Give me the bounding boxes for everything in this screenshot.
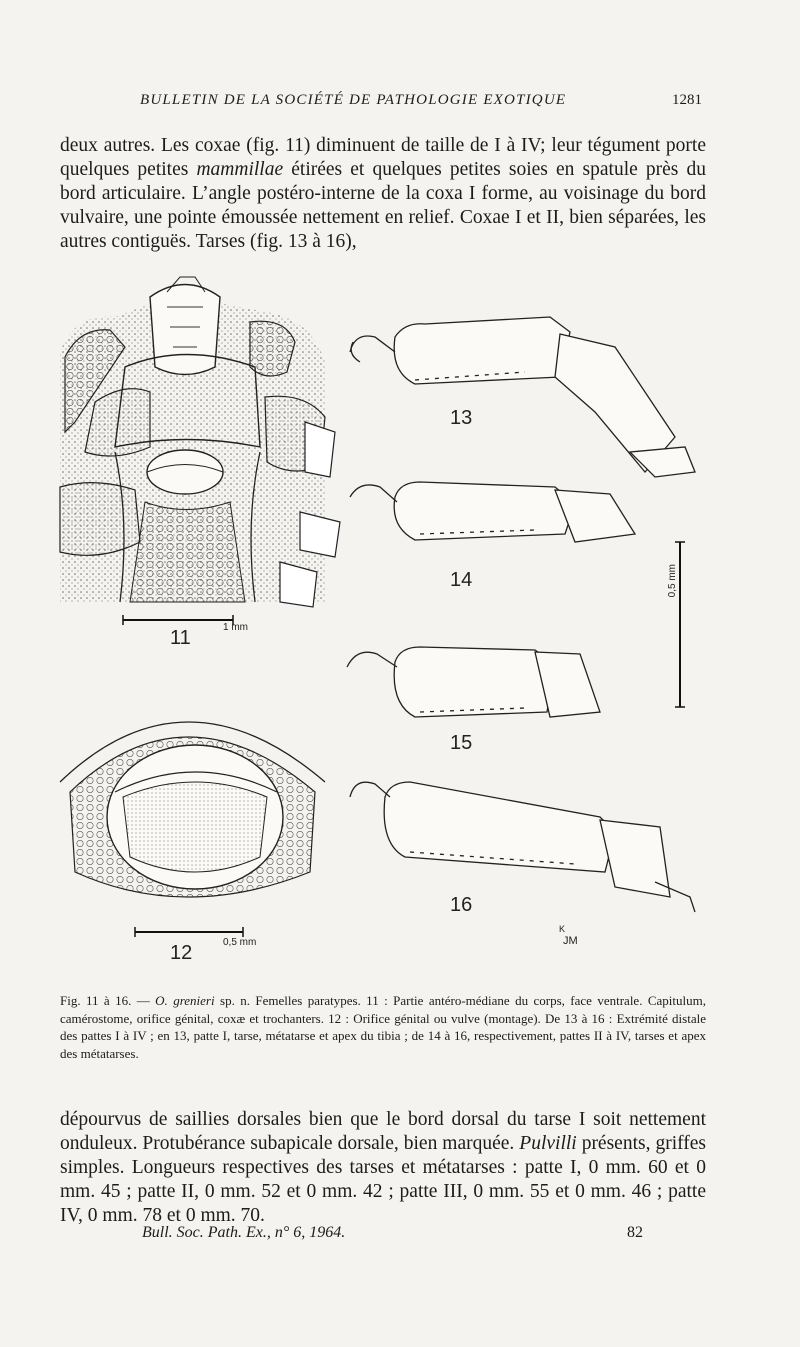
italic-term: mammillae bbox=[196, 159, 284, 180]
signature-k: K bbox=[559, 924, 566, 934]
fig11-drawing bbox=[60, 277, 340, 625]
fig11-label: 11 bbox=[170, 627, 191, 649]
artist-signature: JM bbox=[563, 935, 578, 947]
sheet-number: 82 bbox=[627, 1224, 643, 1241]
body-paragraph-bottom bbox=[60, 1108, 706, 1228]
fig13-label: 13 bbox=[450, 407, 473, 429]
figure-drawing bbox=[55, 272, 715, 972]
fig15-label: 15 bbox=[450, 732, 473, 754]
body-paragraph-top bbox=[60, 134, 706, 254]
fig16-label: 16 bbox=[450, 894, 473, 916]
text-run: deux autres. Les coxae (fig. 11) diminuent de taille de I à IV; leur tégument porte quelques petites bbox=[60, 135, 706, 180]
caption-text: sp. n. Femelles paratypes. 11 : Partie antéro-médiane du corps, face ventrale. Capitulum, camérostome, orifice génital, coxæ et trochanters. 12 : Orifice génital ou vulve (montage). De 13 à 16 : Extrémité distale des pattes I à IV ; en 13, patte I, tarse, métatarse et apex du tibia ; de 14 à 16, respectivement, pattes II à IV, tarses et apex des métatarses. bbox=[60, 993, 706, 1061]
fig11-scale-label: 1 mm bbox=[223, 622, 248, 633]
legs-scale-label: 0,5 mm bbox=[667, 564, 678, 598]
text-run: étirées et quelques petites soies en spatule près du bord articulaire. L’angle postéro-interne de la coxa I forme, au voisinage du bord vulvaire, une pointe émoussée nettement en relief. Coxae I et II, bien séparées, les autres contiguës. Tarses (fig. 13 à 16), bbox=[60, 159, 706, 252]
italic-term: Pulvilli bbox=[519, 1133, 577, 1154]
text-run: dépourvus de saillies dorsales bien que le bord dorsal du tarse I soit nettement onduleux. Protubérance subapicale dorsale, bien marquée. bbox=[60, 1109, 706, 1154]
text-run: présents, griffes simples. Longueurs respectives des tarses et métatarses : patte I, 0 mm. 60 et 0 mm. 45 ; patte II, 0 mm. 52 et 0 mm. 42 ; patte III, 0 mm. 55 et 0 mm. 46 ; patte IV, 0 mm. 78 et 0 mm. 70. bbox=[60, 1133, 706, 1226]
fig14-label: 14 bbox=[450, 569, 473, 591]
figure-plate bbox=[55, 272, 715, 972]
fig15-drawing bbox=[347, 647, 600, 717]
caption-species: O. grenieri bbox=[155, 993, 215, 1008]
figure-caption bbox=[60, 992, 706, 1062]
page-number: 1281 bbox=[672, 92, 702, 108]
fig12-drawing bbox=[60, 722, 325, 937]
fig14-drawing bbox=[350, 482, 635, 542]
journal-reference: Bull. Soc. Path. Ex., n° 6, 1964. bbox=[142, 1224, 346, 1241]
fig12-scale-label: 0,5 mm bbox=[223, 937, 257, 948]
running-head: BULLETIN DE LA SOCIÉTÉ DE PATHOLOGIE EXOTIQUE bbox=[140, 92, 567, 108]
caption-lead: Fig. 11 à 16. — bbox=[60, 993, 156, 1008]
fig16-drawing bbox=[350, 782, 695, 912]
fig12-label: 12 bbox=[170, 942, 193, 964]
fig13-drawing bbox=[350, 317, 695, 477]
